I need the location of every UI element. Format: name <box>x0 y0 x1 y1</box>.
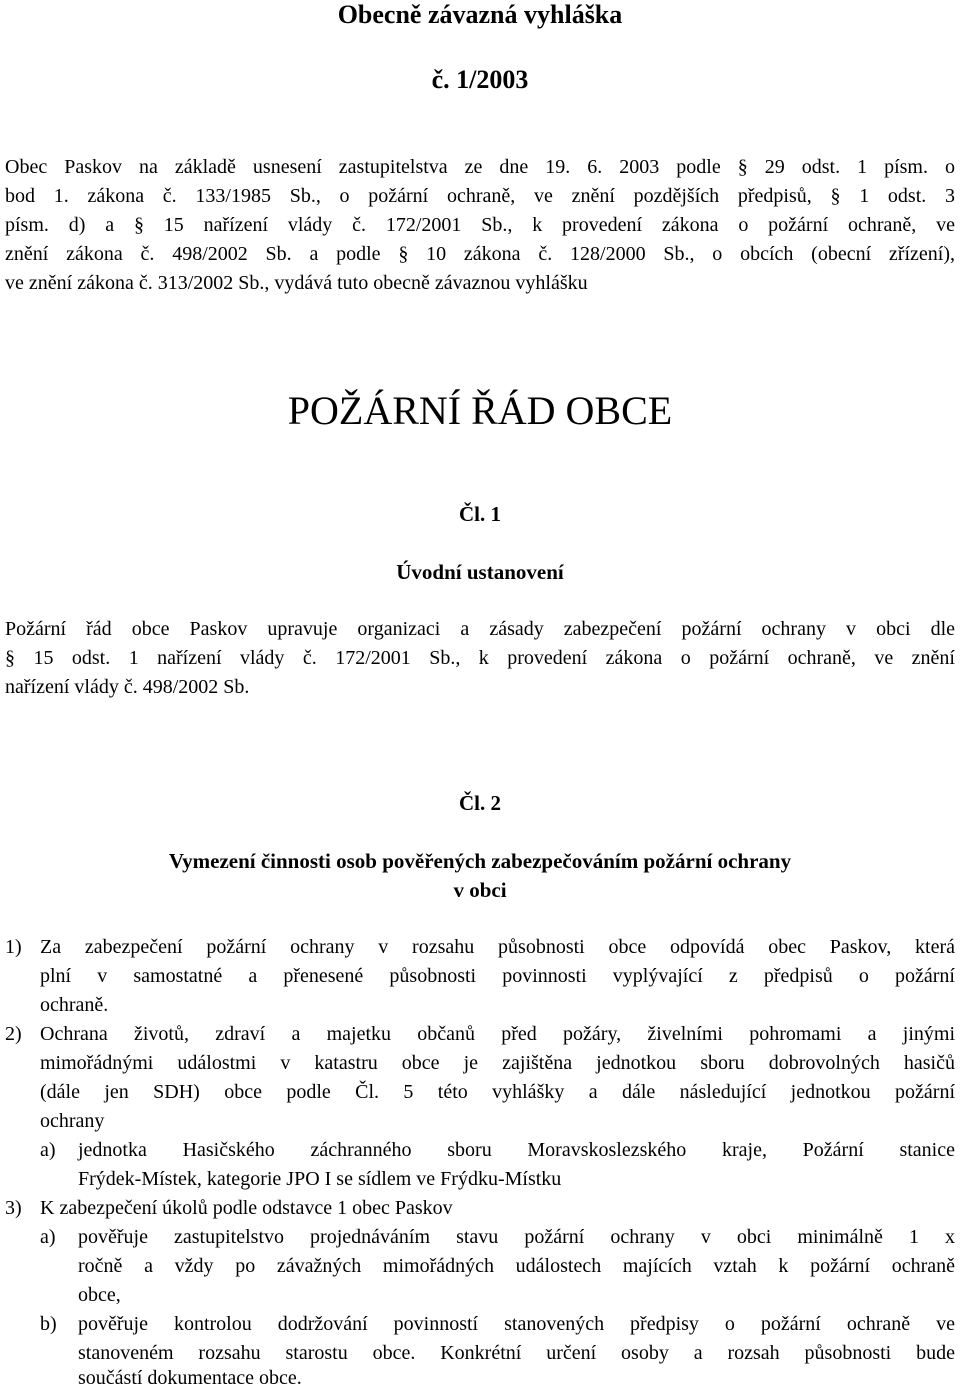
subitem-line: pověřuje zastupitelstvo projednáváním stavu požární ochrany v obci minimálně 1 x <box>78 1226 955 1248</box>
paragraph-line: Ochrana životů, zdraví a majetku občanů před požáry, živelními pohromami a jinými <box>40 1023 955 1045</box>
paragraph-number: 1) <box>5 936 22 958</box>
article-1-line: Požární řád obce Paskov upravuje organizaci a zásady zabezpečení požární ochrany v obci dle <box>5 618 955 640</box>
preamble-line: písm. d) a § 15 nařízení vlády č. 172/2001 Sb., k provedení zákona o požární ochraně, ve <box>5 214 955 236</box>
document-number: č. 1/2003 <box>431 65 529 94</box>
paragraph-number: 3) <box>5 1197 22 1219</box>
article-1-line: § 15 odst. 1 nařízení vlády č. 172/2001 Sb., k provedení zákona o požární ochraně, ve znění <box>5 647 955 669</box>
article-1-number: Čl. 1 <box>459 502 501 526</box>
preamble-line: znění zákona č. 498/2002 Sb. a podle § 10 zákona č. 128/2000 Sb., o obcích (obecní zřízení), <box>5 243 955 265</box>
subitem-line: jednotka Hasičského záchranného sboru Moravskoslezského kraje, Požární stanice <box>78 1139 955 1161</box>
subitem-line: Frýdek-Místek, kategorie JPO I se sídlem ve Frýdku-Místku <box>78 1168 562 1190</box>
subitem-line: pověřuje kontrolou dodržování povinností stanovených předpisy o požární ochraně ve <box>78 1313 955 1335</box>
paragraph-line: K zabezpečení úkolů podle odstavce 1 obec Paskov <box>40 1197 453 1219</box>
article-2-heading: Vymezení činnosti osob pověřených zabezpečováním požární ochrany <box>168 849 792 873</box>
subitem-letter: b) <box>40 1313 57 1335</box>
paragraph-line: ochraně. <box>40 994 109 1016</box>
document-title: Obecně závazná vyhláška <box>337 0 623 29</box>
subitem-line: součástí dokumentace obce. <box>78 1367 302 1389</box>
preamble-line: bod 1. zákona č. 133/1985 Sb., o požární ochraně, ve znění pozdějších předpisů, § 1 odst. 3 <box>5 185 955 207</box>
subitem-line: ročně a vždy po závažných mimořádných událostech majících vztah k požární ochraně <box>78 1255 955 1277</box>
subitem-letter: a) <box>40 1139 56 1161</box>
article-1-heading: Úvodní ustanovení <box>396 560 564 584</box>
article-2-number: Čl. 2 <box>459 791 501 815</box>
paragraph-line: Za zabezpečení požární ochrany v rozsahu působnosti obce odpovídá obec Paskov, která <box>40 936 955 958</box>
paragraph-line: mimořádnými událostmi v katastru obce je zajištěna jednotkou sboru dobrovolných hasičů <box>40 1052 955 1074</box>
subitem-letter: a) <box>40 1226 56 1248</box>
main-title: POŽÁRNÍ ŘÁD OBCE <box>287 388 673 433</box>
paragraph-line: ochrany <box>40 1110 105 1132</box>
preamble-line: Obec Paskov na základě usnesení zastupitelstva ze dne 19. 6. 2003 podle § 29 odst. 1 písm. o <box>5 156 955 178</box>
preamble-line: ve znění zákona č. 313/2002 Sb., vydává tuto obecně závaznou vyhlášku <box>5 272 588 294</box>
subitem-line: stanoveném rozsahu starostu obce. Konkrétní určení osoby a rozsah působnosti bude <box>78 1342 955 1364</box>
subitem-line: obce, <box>78 1284 121 1306</box>
paragraph-number: 2) <box>5 1023 22 1045</box>
paragraph-line: (dále jen SDH) obce podle Čl. 5 této vyhlášky a dále následující jednotkou požární <box>40 1081 955 1103</box>
article-2-heading-continued: v obci <box>453 878 507 902</box>
article-1-line: nařízení vlády č. 498/2002 Sb. <box>5 676 250 698</box>
paragraph-line: plní v samostatné a přenesené působnosti povinnosti vyplývající z předpisů o požární <box>40 965 955 987</box>
